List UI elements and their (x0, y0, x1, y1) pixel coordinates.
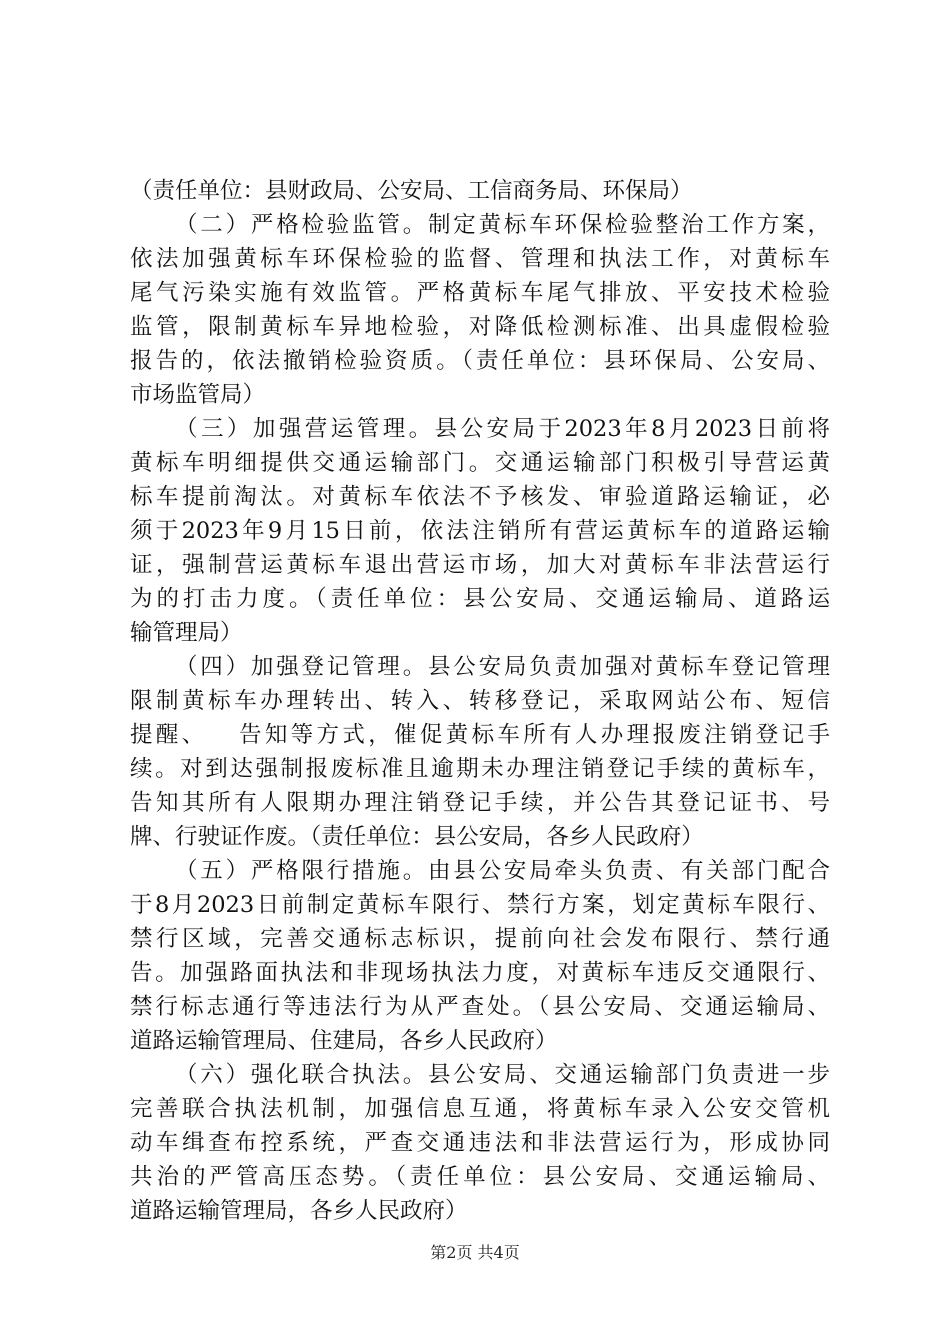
text-line: 禁行区域，完善交通标志标识，提前向社会发布限行、禁行通 (130, 926, 830, 952)
text-line: 监管，限制黄标车异地检验，对降低检测标准、出具虚假检验 (130, 314, 830, 340)
text-line: 道路运输管理局、住建局，各乡人民政府） (130, 1028, 558, 1054)
text-line: 依法加强黄标车环保检验的监督、管理和执法工作，对黄标车 (130, 246, 830, 272)
text-line: 道路运输管理局，各乡人民政府） (130, 1198, 468, 1224)
text-line: 告。加强路面执法和非现场执法力度，对黄标车违反交通限行、 (130, 960, 830, 986)
text-line: 禁行标志通行等违法行为从严查处。（县公安局、交通运输局、 (130, 994, 830, 1020)
paragraph-first-line: （五）严格限行措施。由县公安局牵头负责、有关部门配合 (175, 858, 830, 884)
text-line: 限制黄标车办理转出、转入、转移登记，采取网站公布、短信 (130, 688, 830, 714)
text-line: 市场监管局） (130, 382, 266, 408)
text-line: 标车提前淘汰。对黄标车依法不予核发、审验道路运输证，必 (130, 484, 830, 510)
text-line: 动车缉查布控系统，严查交通违法和非法营运行为，形成协同 (130, 1130, 830, 1156)
text-line: 共治的严管高压态势。（责任单位：县公安局、交通运输局、 (130, 1164, 830, 1190)
text-line: 报告的，依法撤销检验资质。（责任单位：县环保局、公安局、 (130, 348, 830, 374)
text-line: 完善联合执法机制，加强信息互通，将黄标车录入公安交管机 (130, 1096, 830, 1122)
paragraph-first-line: （四）加强登记管理。县公安局负责加强对黄标车登记管理 (175, 654, 830, 680)
text-line: （责任单位：县财政局、公安局、工信商务局、环保局） (130, 178, 693, 204)
text-line: 告知其所有人限期办理注销登记手续，并公告其登记证书、号 (130, 790, 830, 816)
text-line: 输管理局） (130, 620, 243, 646)
paragraph-first-line: （三）加强营运管理。县公安局于2023年8月2023日前将 (175, 416, 830, 442)
text-line: 续。对到达强制报废标准且逾期未办理注销登记手续的黄标车， (130, 756, 830, 782)
text-line: 提醒、 告知等方式，催促黄标车所有人办理报废注销登记手 (130, 722, 830, 748)
text-line: 证，强制营运黄标车退出营运市场，加大对黄标车非法营运行 (130, 552, 830, 578)
text-line: 尾气污染实施有效监管。严格黄标车尾气排放、平安技术检验 (130, 280, 830, 306)
text-line: 牌、行驶证作废。（责任单位：县公安局，各乡人民政府） (130, 824, 704, 850)
text-line: 黄标车明细提供交通运输部门。交通运输部门积极引导营运黄 (130, 450, 830, 476)
paragraph-first-line: （六）强化联合执法。县公安局、交通运输部门负责进一步 (175, 1062, 830, 1088)
page-number-footer: 第2页 共4页 (430, 1243, 520, 1262)
text-line: 须于2023年9月15日前，依法注销所有营运黄标车的道路运输 (130, 518, 830, 544)
text-line: 为的打击力度。（责任单位：县公安局、交通运输局、道路运 (130, 586, 830, 612)
text-line: 于8月2023日前制定黄标车限行、禁行方案，划定黄标车限行、 (130, 892, 830, 918)
paragraph-first-line: （二）严格检验监管。制定黄标车环保检验整治工作方案， (175, 212, 830, 238)
